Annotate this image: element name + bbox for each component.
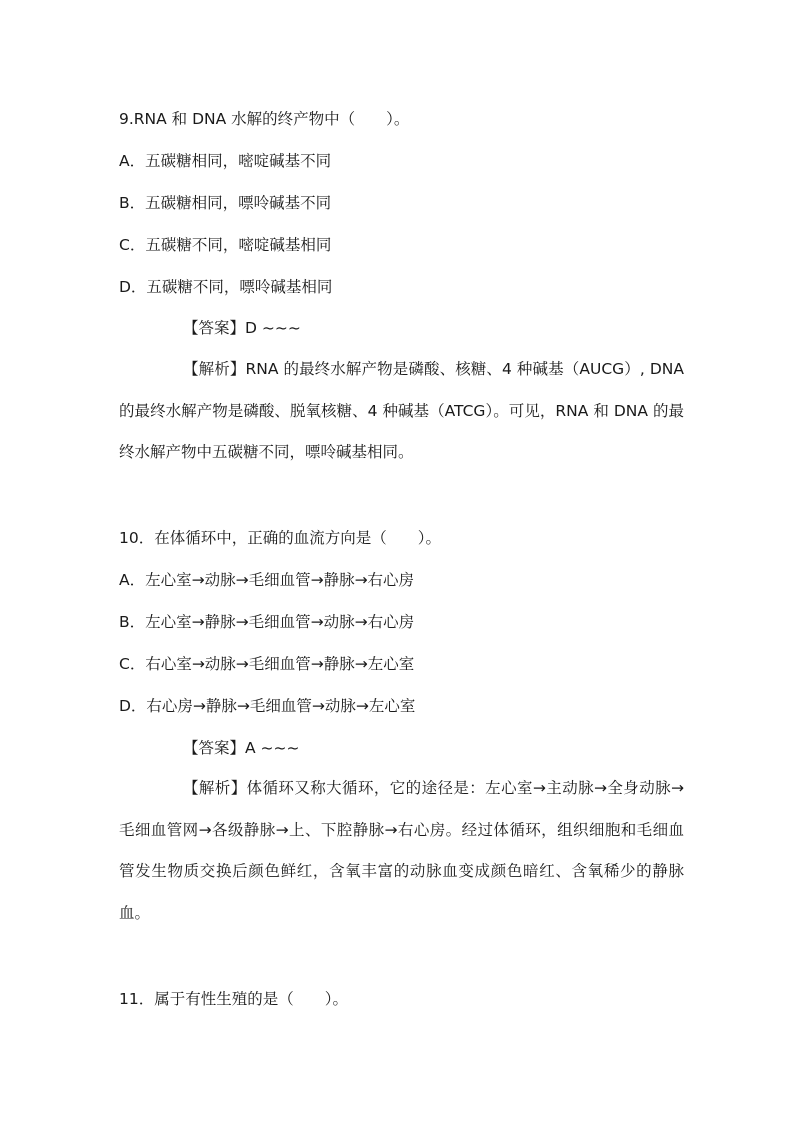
- question-9-option-c: C．五碳糖不同，嘧啶碱基相同: [119, 236, 332, 254]
- question-10-option-b: B．左心室→静脉→毛细血管→动脉→右心房: [119, 613, 415, 631]
- question-10-option-c: C．右心室→动脉→毛细血管→静脉→左心室: [119, 655, 415, 673]
- question-9-option-b: B．五碳糖相同，嘌呤碱基不同: [119, 194, 332, 212]
- question-11-stem: 11．属于有性生殖的是（ ）。: [119, 990, 348, 1008]
- question-9-option-a: A．五碳糖相同，嘧啶碱基不同: [119, 152, 332, 170]
- question-9-option-d: D．五碳糖不同，嘌呤碱基相同: [119, 278, 333, 296]
- question-9-answer: 【答案】D ~~~: [183, 319, 301, 337]
- question-9-analysis: 【解析】RNA 的最终水解产物是磷酸、核糖、4 种碱基（AUCG）, DNA 的最终水解产物是磷酸、脱氧核糖、4 种碱基（ATCG）。可见，RNA 和 DNA 的最终水解产物中五碳糖不同，嘌呤碱基相同。: [119, 360, 684, 461]
- question-10-option-d: D．右心房→静脉→毛细血管→动脉→左心室: [119, 697, 416, 715]
- question-10-analysis: 【解析】体循环又称大循环，它的途径是：左心室→主动脉→全身动脉→毛细血管网→各级静脉→上、下腔静脉→右心房。经过体循环，组织细胞和毛细血管发生物质交换后颜色鲜红，含氧丰富的动脉血变成颜色暗红、含氧稀少的静脉血。: [119, 779, 684, 922]
- question-10-stem: 10．在体循环中，正确的血流方向是（ ）。: [119, 529, 441, 547]
- question-10-option-a: A．左心室→动脉→毛细血管→静脉→右心房: [119, 571, 415, 589]
- question-9-stem: 9.RNA 和 DNA 水解的终产物中（ ）。: [119, 110, 410, 128]
- question-10-answer: 【答案】A ~~~: [183, 739, 300, 757]
